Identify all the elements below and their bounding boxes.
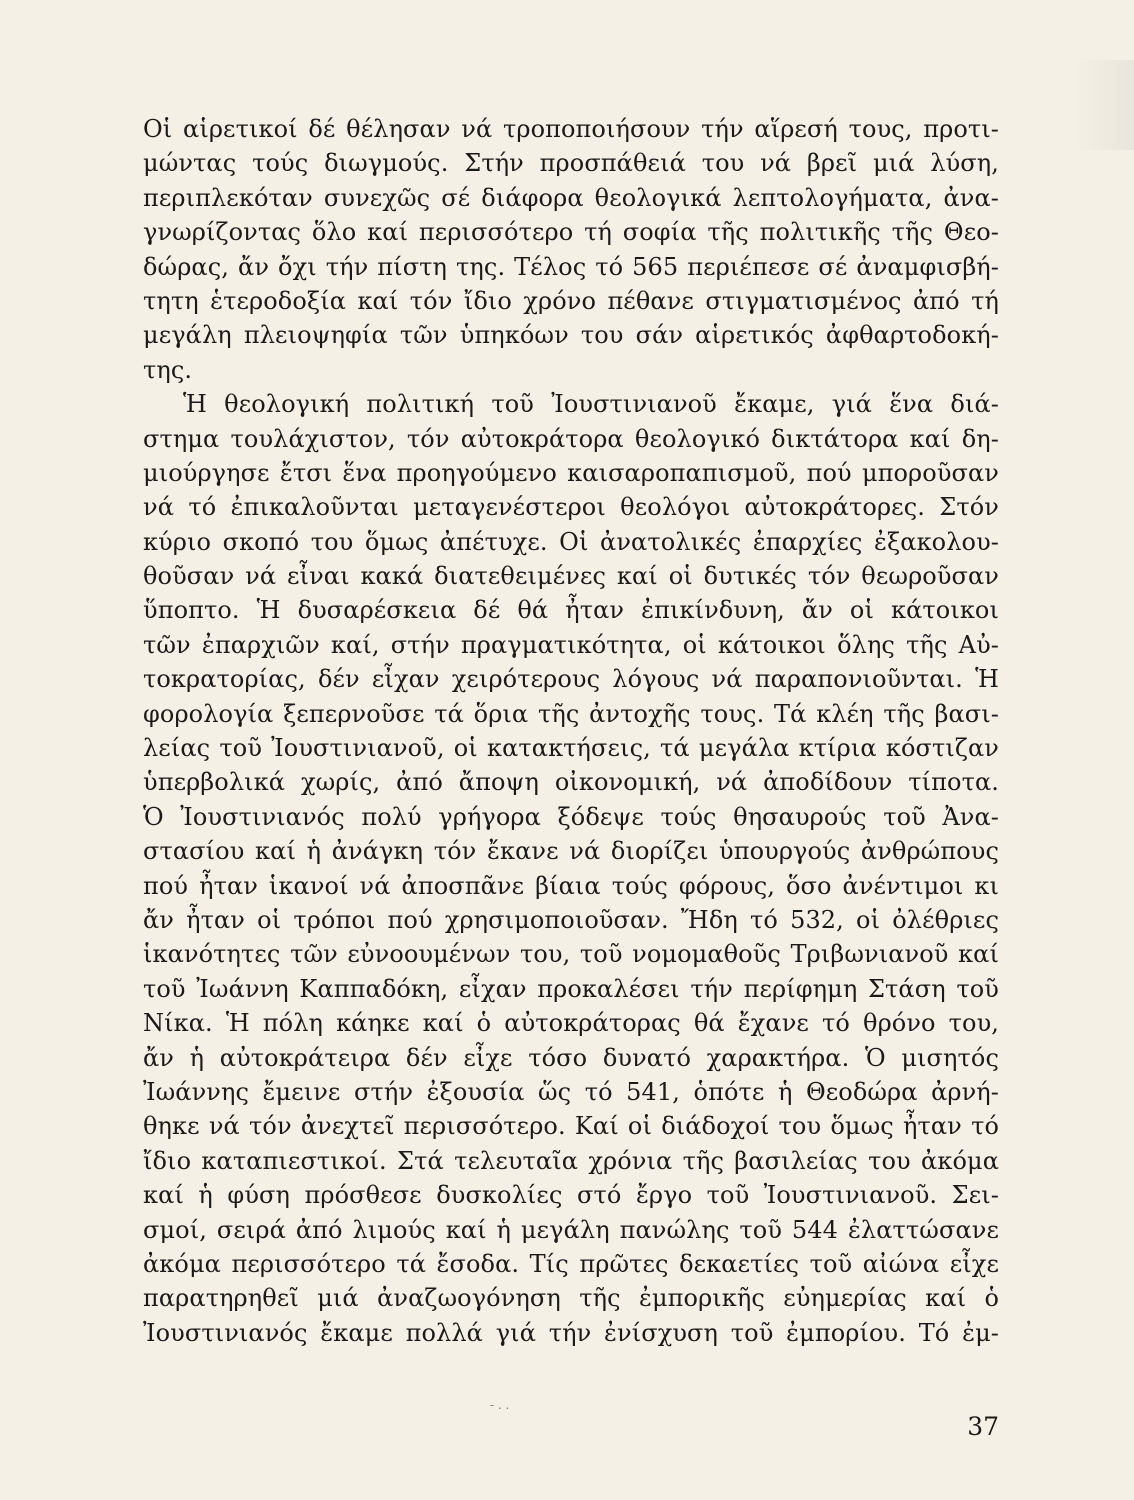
text-line: ὕποπτο. Ἡ δυσαρέσκεια δέ θά ἦταν ἐπικίνδυνη, ἄν οἱ κάτοικοι [143,596,999,625]
text-line: της. [143,355,193,384]
text-line: σμοί, σειρά ἀπό λιμούς καί ἡ μεγάλη πανώλης τοῦ 544 ἐλαττώσανε [143,1215,999,1244]
text-line: θοῦσαν νά εἶναι κακά διατεθειμένες καί οἱ δυτικές τόν θεωροῦσαν [143,562,999,591]
page-number: 37 [967,1412,999,1441]
text-line: γνωρίζοντας ὅλο καί περισσότερο τή σοφία τῆς πολιτικῆς τῆς Θεο- [143,218,999,247]
text-line: Νίκα. Ἡ πόλη κάηκε καί ὁ αὐτοκράτορας θά ἔχανε τό θρόνο του, [143,1009,999,1038]
text-line: μεγάλη πλειοψηφία τῶν ὑπηκόων του σάν αἱρετικός ἀφθαρτοδοκή- [143,321,999,350]
text-line: θηκε νά τόν ἀνεχτεῖ περισσότερο. Καί οἱ διάδοχοί του ὅμως ἦταν τό [143,1112,999,1141]
text-line: Ὁ Ἰουστινιανός πολύ γρήγορα ξόδεψε τούς θησαυρούς τοῦ Ἀνα- [143,802,999,831]
text-line: στημα τουλάχιστον, τόν αὐτοκράτορα θεολογικό δικτάτορα καί δη- [143,424,999,453]
text-line: κύριο σκοπό του ὅμως ἀπέτυχε. Οἱ ἀνατολικές ἐπαρχίες ἐξακολου- [143,527,999,556]
text-line: καί ἡ φύση πρόσθεσε δυσκολίες στό ἔργο τοῦ Ἰουστινιανοῦ. Σει- [143,1181,999,1210]
text-line: ἀκόμα περισσότερο τά ἔσοδα. Τίς πρῶτες δεκαετίες τοῦ αἰώνα εἶχε [143,1249,999,1278]
text-line: Ἰωάννης ἔμεινε στήν ἐξουσία ὥς τό 541, ὁπότε ἡ Θεοδώρα ἀρνή- [143,1077,999,1106]
text-line: ἄν ἦταν οἱ τρόποι πού χρησιμοποιοῦσαν. Ἤδη τό 532, οἱ ὀλέθριες [143,905,999,934]
text-line: μώντας τούς διωγμούς. Στήν προσπάθειά του νά βρεῖ μιά λύση, [143,149,999,178]
text-line: μιούργησε ἔτσι ἕνα προηγούμενο καισαροπαπισμοῦ, πού μποροῦσαν [143,458,999,487]
text-line: ὑπερβολικά χωρίς, ἀπό ἄποψη οἰκονομική, νά ἀποδίδουν τίποτα. [143,768,999,797]
text-line: ἴδιο καταπιεστικοί. Στά τελευταῖα χρόνια τῆς βασιλείας του ἀκόμα [143,1146,999,1175]
text-line: ἄν ἡ αὐτοκράτειρα δέν εἶχε τόσο δυνατό χαρακτήρα. Ὁ μισητός [143,1043,999,1072]
print-speck: - . . [490,1398,510,1412]
text-line: τοῦ Ἰωάννη Καππαδόκη, εἶχαν προκαλέσει τήν περίφημη Στάση τοῦ [143,974,999,1003]
text-line: ἱκανότητες τῶν εὐνοουμένων του, τοῦ νομομαθοῦς Τριβωνιανοῦ καί [143,940,999,969]
text-line: πού ἦταν ἱκανοί νά ἀποσπᾶνε βίαια τούς φόρους, ὅσο ἀνέντιμοι κι [143,871,999,900]
body-text [143,112,999,1350]
text-line: δώρας, ἄν ὄχι τήν πίστη της. Τέλος τό 565 περιέπεσε σέ ἀναμφισβή- [143,252,999,281]
text-line: Ἰουστινιανός ἔκαμε πολλά γιά τήν ἐνίσχυση τοῦ ἐμπορίου. Τό ἐμ- [143,1318,999,1347]
text-line: φορολογία ξεπερνοῦσε τά ὅρια τῆς ἀντοχῆς τους. Τά κλέη τῆς βασι- [143,699,999,728]
text-line: παρατηρηθεῖ μιά ἀναζωογόνηση τῆς ἐμπορικῆς εὐημερίας καί ὁ [143,1284,999,1313]
text-line: περιπλεκόταν συνεχῶς σέ διάφορα θεολογικά λεπτολογήματα, ἀνα- [143,183,999,212]
text-line: τητη ἑτεροδοξία καί τόν ἴδιο χρόνο πέθανε στιγματισμένος ἀπό τή [143,286,999,315]
text-line: τοκρατορίας, δέν εἶχαν χειρότερους λόγους νά παραπονιοῦνται. Ἡ [143,665,999,694]
text-line: λείας τοῦ Ἰουστινιανοῦ, οἱ κατακτήσεις, τά μεγάλα κτίρια κόστιζαν [143,734,999,763]
text-line: Οἱ αἱρετικοί δέ θέλησαν νά τροποποιήσουν τήν αἵρεσή τους, προτι- [143,115,999,143]
text-line: στασίου καί ἡ ἀνάγκη τόν ἔκανε νά διορίζει ὑπουργούς ἀνθρώπους [143,837,999,866]
text-line: τῶν ἐπαρχιῶν καί, στήν πραγματικότητα, οἱ κάτοικοι ὅλης τῆς Αὐ- [143,630,999,659]
text-line: Ἡ θεολογική πολιτική τοῦ Ἰουστινιανοῦ ἔκαμε, γιά ἕνα διά- [183,390,999,419]
page-edge-shadow [1074,60,1134,150]
text-line: νά τό ἐπικαλοῦνται μεταγενέστεροι θεολόγοι αὐτοκράτορες. Στόν [143,493,999,522]
